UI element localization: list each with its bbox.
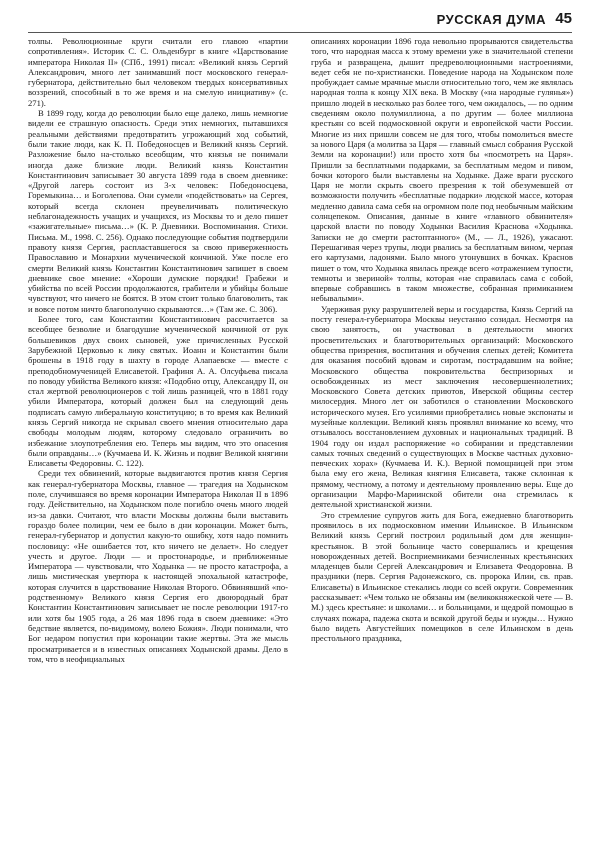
paragraph: Удерживая руку разрушителей веры и государства, Князь Сергий на посту генерал-губернатора Москвы неустанно созидал. Несмотря на свою занятость, он участвовал в деятельности многих просветительских и благотворительных организаций: Московского общества призрения, воспитания и обучения слепых детей; Комитета для оказания пособий вдовам и сиротам, пострадавшим на войне; Московского общества покровительства беспризорных и освобожденных из мест заключения несовершеннолетних; Московского Совета детских приютов, Иверской общины сестер милосердия. Много лет он заботился о становлении Московского исторического музея. Его усилиями приобретались новые экспонаты и музейные коллекции. Великий князь проявлял внимание ко всему, что отзывалось восстановлением духовных и национальных традиций. В 1904 году он издал распоряжение «о собирании и представлении самых точных сведений о существующих в Москве частных духовно-певческих хорах» (Кучмаева И. К.). Верной помощницей при этом была ему его жена, Великая княгиня Елисавета, также склонная к прямому, честному, а потому и деятельному проявлению веры. Еще до организации Марфо-Мариинской обители она стремилась к деятельной христианской жизни. [311, 303, 573, 510]
paragraph: В 1899 году, когда до революции было еще далеко, лишь немногие видели ее страшную опасность. Среди этих немногих, пытавшихся реальными действиями предотвратить угрожающий ход событий, были такие люди, как К. П. Победоносцев и Великий князь Сергий. Разложение было на-столько всеобщим, что князья не понимали иногда даже близкие люди. Великий князь Константин Константинович записывает 30 августа 1899 года в своем дневнике: «Другой лагерь состоит из 3-х человек: Победоносцева, Горемыкина… и Боголепова. Они сумели «подействовать» на Сергея, который всегда склонен преувеличивать политическую неблагонадежность учащих и учащихся, из Москвы то и дело пишет «зажигательные» письма…» (К. Р. Дневники. Воспоминания. Стихи. Письма. М., 1998. С. 256). Однако последующие события подтвердили правоту князя Сергия, распластавшегося за свою приверженность Православию и Монархии мученической кончиной. Уже после его смерти Великий князь Константин Константинович запишет в своем дневнике свое мнение: «Хороши думские порядки! Грабежи и убийства по всей России продолжаются, грабители и убийцы больше чувствуют, что ничего не боятся. В этом стоит только благоволить, так и вовсе потом ничто благополучно скрываются…» (Там же. С. 306). [28, 108, 288, 314]
right-column [311, 36, 573, 644]
magazine-title: РУССКАЯ ДУМА [436, 12, 546, 27]
page-number: 45 [555, 10, 572, 27]
paragraph: Среди тех обвинений, которые выдвигаются против князя Сергия как генерал-губернатора Москвы, главное — трагедия на Ходынском поле, случившаяся во время коронации Императора Николая II в 1896 году. Действительно, на Ходынском поле погибло очень много людей из-за давки. Считают, что власти Москвы должны были выставить гораздо более полиции, чем ее было в дни коронации. Может быть, генерал-губернатор и допустил какую-то ошибку, хотя надо помнить пословицу: «Не ошибается тот, кто ничего не делает». Но следует учесть и другое. Люди — и простонародье, и приближенные Императора — чувствовали, что Ходынка — не просто катастрофа, а лишь мистическая увертюра к настоящей эпохальной катастрофе, которая случится в царствование Николая Второго. Обвинявший «по-родственному» Великого князя Сергия его двоюродный брат Константин Константинович записывает не после революции 1917-го или хотя бы 1905 года, а 26 мая 1896 года в своем дневнике: «Это бедствие является, по-видимому, волею Божия». Люди понимали, что Бог недаром попустил при коронации такие жертвы. Эта же мысль просматривается и в известных описаниях Ходынской драмы. Дело в том, что в неофициальных [28, 468, 288, 664]
left-column [28, 36, 288, 664]
paragraph: Более того, сам Константин Константинович рассчитается за всеобщее безволие и благодушие мученической кончиной от рук большевиков двух своих сыновей, уже причисленных Русской Зарубежной Церковью к лику святых. Иоанн и Константин были брошены в 1918 году в шахту в городе Алапаевске — вместе с преподобномученицей Елисаветой. Графиня А. А. Олсуфьева писала по поводу убийства Великого князя: «Подобно отцу, Александру II, он стал жертвой революционеров с той лишь разницей, что в 1881 году убили Императора, который должен был на следующий день подписать самую либеральную конституцию; в то время как Великий князь Сергий никогда не скрывал своего мнения относительно дара свободы молодым людям, которому следовало ограничить во избежание злоупотребления ею. Теперь мы видим, что это опасения были оправданы…» (Кучмаева И. К. Жизнь и подвиг Великой княгини Елисаветы Федоровны. С. 122). [28, 314, 288, 469]
page-header [28, 6, 572, 33]
paragraph: описаниях коронации 1896 года невольно прорываются свидетельства того, что народная масса к этому времени уже в значительной степени груба и развращена, дышит предреволюционными настроениями, ведет себя не по-христиански. Поведение народа на Ходынском поле пробуждает самые мрачные мысли относительно того, чем же являлась народная толпа к концу XIX века. В Москву («на народные гулянья») пришло людей в несколько раз более того, чем ожидалось, — по одним сведениям около полумиллиона, а по другим — более миллиона крестьян со всей подмосковной округи и европейской части России. Многие из них пришли совсем не для того, чтобы помолиться вместе за нового Царя (а молитва за Царя — главный смысл собрания Русской Земли на коронации!) или просто хотя бы «посмотреть на Царя». Пришли за бесплатными подарками, за бесплатным медом и пивом, бочки которого были выставлены на Ходынке. Даже враги русского Царя не могли скрыть своего презрения к той обезумевшей от возможности получить «бесплатные подарки» людской массе, которая медленно давила сама себя на огромном поле под необычным майским солнцепеком. Описания, данные в книге «главного обвинителя» царской власти по поводу Ходынки Василия Краснова «Ходынка. Записки не до смерти растоптанного» (М., — Л., 1926), ужасают. Перешагивая через трупы, люди рвались за бесплатным вином, черпая его картузами, ладонями. Было много утонувших в бочках. Краснов пишет о том, что Ходынка явилась прежде всего «отражением тупости, темноты и звериной» толпы, которая «не справилась сама с собой, впервые собравшись в таком множестве, собранная примиканием небывалыми». [311, 36, 573, 304]
paragraph: Это стремление супругов жить для Бога, ежедневно благотворить проявилось в их подмосковном имении Ильинское. В Ильинском Великий князь Сергий построил родильный дом для женщин-крестьянок. В этой больнице часто совершались и крещения новорожденных детей. Восприемниками безчисленных крестьянских младенцев были Сергей Александрович и Елизавета Феодоровна. В праздники (перв. Сергия Радонежского, св. пророка Илии, св. прав. Елисаветы) в Ильинское стекались люди со всей округи. Современник рассказывает: «Чем только не обязаны им (великокняжеской чете — В. М.) здесь крестьяне: и школами… и больницами, и щедрой помощью в случаях пожара, падежа скота и всякой другой беды и нужды… Нужно было видеть Августейших помещиков в селе Ильинском в день престольного праздника, [311, 509, 573, 644]
paragraph: толпы. Революционные круги считали его главою «партии сопротивления». Историк С. С. Ольденбург в книге «Царствование императора Николая II» (СПб., 1991) писал: «Великий князь Сергий Александрович, много лет занимавший пост московского генерал-губернатора, действительно был человеком твердых консервативных воззрений, способный в то же время и на смелую инициативу» (с. 271). [28, 36, 288, 108]
